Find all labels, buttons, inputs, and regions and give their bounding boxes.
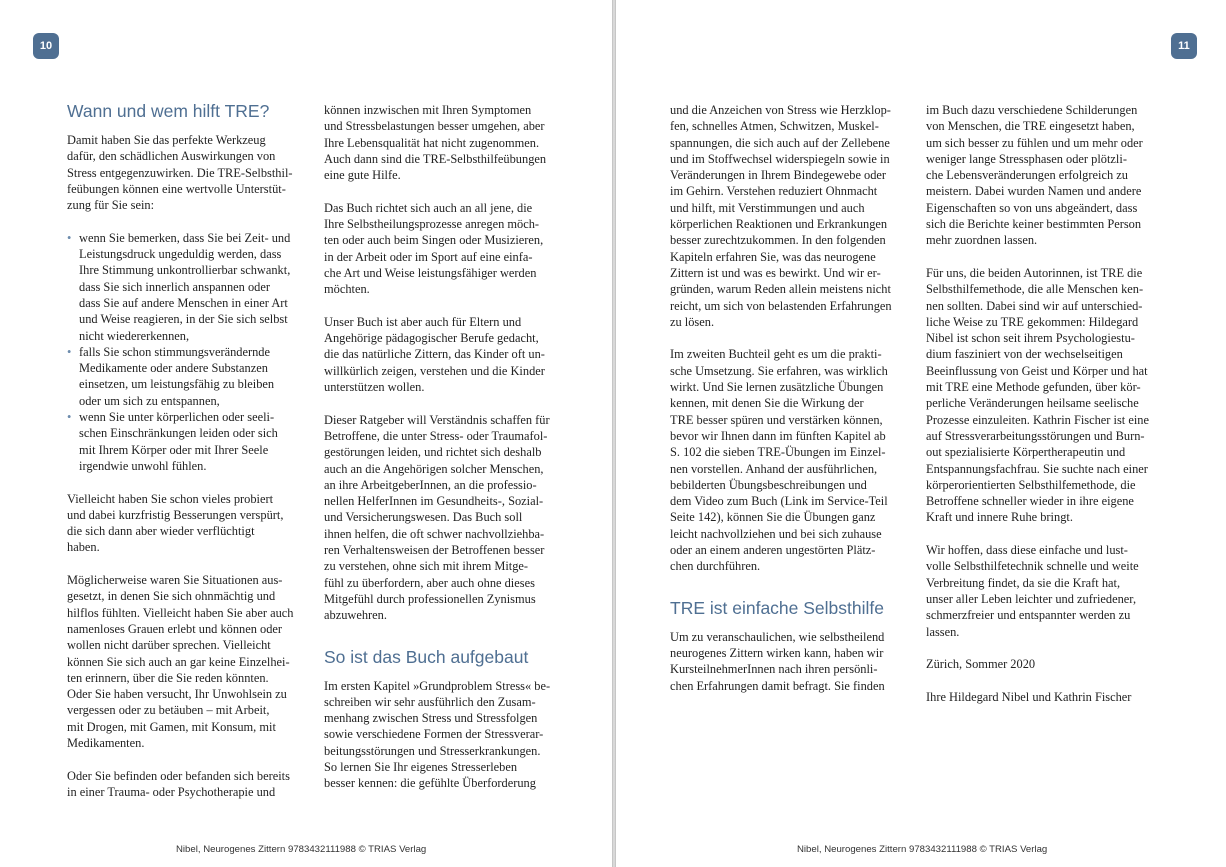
section-heading: TRE ist einfache Selbsthilfe: [670, 597, 884, 618]
section-heading: So ist das Buch aufgebaut: [324, 646, 529, 667]
bullet-list: [67, 230, 307, 474]
page-footer: Nibel, Neurogenes Zittern 9783432111988 © TRIAS Verlag: [176, 844, 427, 855]
right-column-2: [926, 102, 1174, 705]
right-column-1: [670, 102, 916, 694]
paragraph: Um zu veranschaulichen, wie selbstheilend neurogenes Zittern wirken kann, haben wir KursteilnehmerInnen nach ihren persönli- chen Erfahrungen damit befragt. Sie finden: [670, 629, 885, 693]
paragraph: Damit haben Sie das perfekte Werkzeug dafür, den schädlichen Auswirkungen von Stress entgegenzuwirken. Die TRE-Selbsthil- feübungen können eine wertvolle Unterstüt- zung für Sie sein:: [67, 133, 293, 213]
page-number-badge: 11: [1171, 33, 1197, 59]
bullet-item: • falls Sie schon stimmungsverändernde Medikamente oder andere Substanzen einsetzen, um leistungsfähig zu bleiben oder um sich zu entspannen,: [67, 344, 307, 409]
paragraph: Vielleicht haben Sie schon vieles probiert und dabei kurzfristig Besserungen verspürt, die sich dann aber wieder verflüchtigt haben.: [67, 491, 284, 555]
paragraph: Dieser Ratgeber will Verständnis schaffen für Betroffene, die unter Stress- oder Traumafol- gestörungen leiden, und richtet sich deshalb auch an die Angehörigen solcher Menschen, an ihre ArbeitgeberInnen, an die professio- nellen HelferInnen im Gesundheits-, Sozial- und Versicherungswesen. Das Buch soll ihnen helfen, die oft schwer nachvollziehba- ren Verhaltensweisen der Betroffenen besser zu verstehen, ohne sich mit ihrem Mitge- fühl zu überfordern, aber auch ohne dieses Mitgefühl durch professionellen Zynismus abzuwehren.: [324, 412, 550, 623]
place-date: Zürich, Sommer 2020: [926, 657, 1036, 672]
paragraph: Im ersten Kapitel »Grundproblem Stress« be- schreiben wir sehr ausführlich den Zusam- menhang zwischen Stress und Stressfolgen sowie verschiedene Formen der Stressverar- beitungsstörungen und Stresserkrankungen. So lernen Sie Ihr eigenes Stresserleben besser kennen: die gefühlte Überforderung: [324, 678, 551, 791]
left-column-1: [67, 100, 307, 800]
left-page: [0, 0, 612, 867]
bullet-item: • wenn Sie bemerken, dass Sie bei Zeit- und Leistungsdruck ungeduldig werden, dass Ihre Stimmung unkontrollierbar schwankt, dass Sie sich innerlich anspannen oder dass Sie auf andere Menschen in einer Art und Weise reagieren, in der Sie sich selbst nicht wiedererkennen,: [67, 230, 307, 344]
right-page: [616, 0, 1226, 867]
paragraph: Im zweiten Buchteil geht es um die prakti- sche Umsetzung. Sie erfahren, was wirklich wirkt. Und Sie lernen zusätzliche Übungen kennen, mit denen Sie die Wirkung der TRE besser spüren und verstärken können, bevor wir Ihnen dann im fünften Kapitel ab S. 102 die sieben TRE-Übungen im Einzel- nen vorstellen. Anhand der ausführlichen, bebilderten Übungsbeschreibungen und dem Video zum Buch (Link im Service-Teil Seite 142), können Sie die Übungen ganz leicht nachvollziehen und bei sich zuhause oder an einem anderen ungestörten Plätz- chen durchführen.: [670, 347, 888, 574]
paragraph: Für uns, die beiden Autorinnen, ist TRE die Selbsthilfemethode, die alle Menschen ken- nen sollten. Dabei sind wir auf unterschied- liche Weise zu TRE gekommen: Hildegard Nibel ist schon seit ihrem Psychologiestu- dium fasziniert von der wechselseitigen Beeinflussung von Geist und Körper und hat mit TRE eine Methode gefunden, über kör- perliche Veränderungen heilsame seelische Prozesse einzuleiten. Kathrin Fischer ist eine auf Stressverarbeitungsstörungen und Burn- out spezialisierte Körpertherapeutin und Entspannungsfachfrau. Sie suchte nach einer körperorientierten Selbsthilfemethode, die Betroffene schneller wieder in ihre eigene Kraft und innere Ruhe bringt.: [926, 265, 1149, 525]
page-footer: Nibel, Neurogenes Zittern 9783432111988 © TRIAS Verlag: [797, 844, 1048, 855]
paragraph: können inzwischen mit Ihren Symptomen und Stressbelastungen besser umgehen, aber Ihre Lebensqualität hat nicht zugenommen. Auch dann sind die TRE-Selbsthilfeübungen eine gute Hilfe.: [324, 103, 547, 183]
page-number-badge: 10: [33, 33, 59, 59]
bullet-item: • wenn Sie unter körperlichen oder seeli- schen Einschränkungen leiden oder sich mit Ihrem Körper oder mit Ihrer Seele irgendwie unwohl fühlen.: [67, 409, 307, 474]
section-heading: Wann und wem hilft TRE?: [67, 101, 270, 121]
paragraph: Das Buch richtet sich auch an all jene, die Ihre Selbstheilungsprozesse anregen möch- ten oder auch beim Singen oder Musizieren, in der Arbeit oder im Sport auf eine einfa- che Art und Weise leistungsfähiger werden möchten.: [324, 200, 544, 297]
paragraph: im Buch dazu verschiedene Schilderungen von Menschen, die TRE eingesetzt haben, um sich besser zu fühlen und um mehr oder weniger lange Stressphasen oder plötzli- che Lebensveränderungen erfolgreich zu meistern. Dabei wurden Namen und andere Eigenschaften so von uns abgeändert, dass sich die Berichte keiner bestimmten Person mehr zuordnen lassen.: [926, 103, 1143, 248]
paragraph: Möglicherweise waren Sie Situationen aus- gesetzt, in denen Sie sich ohnmächtig und hilflos fühlten. Vielleicht haben Sie aber auch namenloses Grauen erlebt und können oder wollen nicht darüber sprechen. Vielleicht können Sie sich auch an gar keine Einzelhei- ten erinnern, über die Sie reden könnten. Oder Sie haben versucht, Ihr Unwohlsein zu vergessen oder zu betäuben – mit Arbeit, mit Drogen, mit Gamen, mit Konsum, mit Medikamenten.: [67, 573, 294, 750]
paragraph: Oder Sie befinden oder befanden sich bereits in einer Trauma- oder Psychotherapie und: [67, 768, 290, 799]
paragraph: Unser Buch ist aber auch für Eltern und Angehörige pädagogischer Berufe gedacht, die das natürliche Zittern, das Kinder oft un- willkürlich zeigen, verstehen und die Kinder unterstützen wollen.: [324, 314, 545, 395]
paragraph: Wir hoffen, dass diese einfache und lust- volle Selbsthilfetechnik schnelle und weite Verbreitung findet, da sie die Kraft hat, unser aller Leben leichter und zufriedener, schmerzfreier und entspannter werden zu lassen.: [926, 543, 1139, 639]
paragraph: und die Anzeichen von Stress wie Herzklop- fen, schnelles Atmen, Schwitzen, Muskel- spannungen, die sich auch auf der Zellebene und im Stoffwechsel widerspiegeln sowie in Veränderungen in Ihrem Bindegewebe oder im Gehirn. Verstehen reduziert Ohnmacht und hilft, mit Verstimmungen und auch körperlichen Reaktionen und Erkrankungen besser zurechtzukommen. In den folgenden Kapiteln erfahren Sie, was das neurogene Zittern ist und was es bewirkt. Und wir er- gründen, warum Reden allein meistens nicht reicht, um sich von belastenden Erfahrungen zu lösen.: [670, 103, 892, 329]
signature: Ihre Hildegard Nibel und Kathrin Fischer: [926, 689, 1132, 704]
left-column-2: [324, 102, 574, 792]
